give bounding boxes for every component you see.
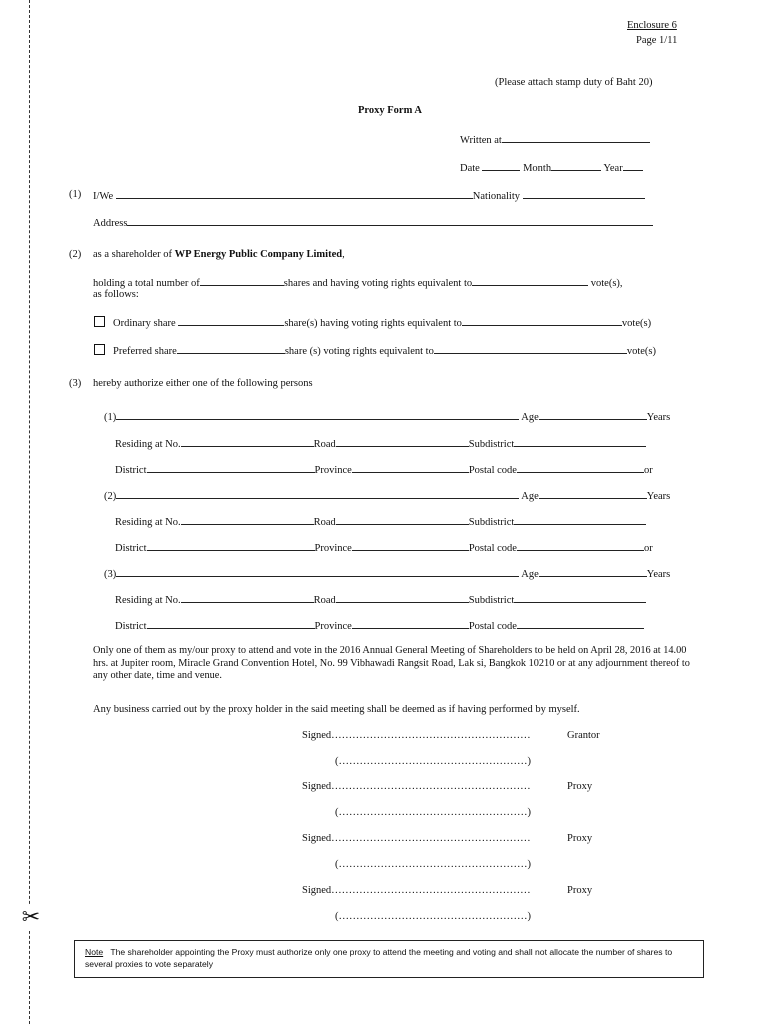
subdistrict-label: Subdistrict [468,595,515,606]
person-2-subdistrict-field[interactable] [514,515,646,525]
years-label: Years [646,412,671,423]
person-3-postal-field[interactable] [517,619,644,629]
signature-1-line[interactable]: Signed………………………………………………… [302,730,531,741]
shareholder-prefix: as a shareholder of [93,249,173,260]
or-label: or [643,465,653,476]
enclosure-label: Enclosure 6 [627,20,677,31]
person-2-road-field[interactable] [336,515,469,525]
person-2-name-row [104,489,670,502]
road-label: Road [313,517,336,528]
shareholder-suffix: , [342,249,345,260]
person-3-age-field[interactable] [539,567,647,577]
person-3-name-field[interactable] [116,567,519,577]
person-1-name-field[interactable] [116,410,519,420]
person-2-number: (2) [104,491,117,502]
age-label: Age [521,491,539,502]
person-3-road-field[interactable] [336,593,469,603]
person-2-house-no-field[interactable] [181,515,314,525]
preferred-mid-label: share (s) voting rights equivalent to [284,346,434,357]
year-label: Year [603,163,623,174]
signature-1-name[interactable]: (………………………………………………) [335,756,531,767]
province-label: Province [314,465,352,476]
ordinary-label: Ordinary share [113,318,176,329]
votes-label: vote(s), [590,278,623,289]
name-field[interactable] [116,189,473,199]
person-1-residence-row [115,437,646,450]
province-label: Province [314,621,352,632]
iwe-row [93,189,645,202]
ordinary-mid-label: share(s) having voting rights equivalent to [284,318,462,329]
nationality-field[interactable] [523,189,645,199]
written-at-label: Written at [460,135,502,146]
iwe-label: I/We [93,191,114,202]
person-1-road-field[interactable] [336,437,469,447]
years-label: Years [646,569,671,580]
postal-label: Postal code [468,621,517,632]
signature-4-name[interactable]: (………………………………………………) [335,911,531,922]
page-number: Page 1/11 [636,35,678,46]
written-at-field[interactable] [502,133,650,143]
or-label: or [643,543,653,554]
section3-number: (3) [69,378,82,389]
month-field[interactable] [551,161,601,171]
holding-label: holding a total number of [93,278,200,289]
person-1-postal-field[interactable] [517,463,644,473]
signature-4-line[interactable]: Signed………………………………………………… [302,885,531,896]
total-votes-field[interactable] [472,276,588,286]
person-2-name-field[interactable] [116,489,519,499]
district-label: District [115,543,147,554]
person-3-residence-row [115,593,646,606]
district-label: District [115,621,147,632]
person-2-residence-row [115,515,646,528]
business-paragraph: Any business carried out by the proxy holder in the said meeting shall be deemed as if having performed by myself. [93,704,580,715]
written-at-row [460,133,650,146]
date-field[interactable] [482,161,520,171]
address-field[interactable] [127,216,653,226]
person-3-district-field[interactable] [147,619,315,629]
total-shares-field[interactable] [200,276,284,286]
person-1-name-row [104,410,670,423]
date-label: Date [460,163,480,174]
preferred-label: Preferred share [113,346,177,357]
ordinary-votes-field[interactable] [462,316,622,326]
page-title: Proxy Form A [358,105,422,116]
person-3-house-no-field[interactable] [181,593,314,603]
province-label: Province [314,543,352,554]
date-row [460,161,643,174]
note-box [74,940,704,978]
signature-2-role: Proxy [567,781,593,792]
address-label: Address [93,218,128,229]
road-label: Road [313,439,336,450]
person-3-district-row [115,619,644,632]
ordinary-vote-label: vote(s) [621,318,652,329]
age-label: Age [521,569,539,580]
postal-label: Postal code [468,543,517,554]
note-text: The shareholder appointing the Proxy must authorize only one proxy to attend the meeting and voting and shall not allocate the number of shares to several proxies to vote separately [85,947,673,969]
preferred-vote-label: vote(s) [626,346,657,357]
person-2-province-field[interactable] [352,541,469,551]
note-label: Note [85,947,104,957]
scissors-icon: ✂ [21,905,41,930]
person-3-name-row [104,567,670,580]
preferred-shares-field[interactable] [177,344,285,354]
person-1-house-no-field[interactable] [181,437,314,447]
age-label: Age [521,412,539,423]
signature-3-line[interactable]: Signed………………………………………………… [302,833,531,844]
residing-label: Residing at No. [115,517,181,528]
ordinary-shares-field[interactable] [178,316,284,326]
preferred-votes-field[interactable] [434,344,627,354]
shares-and-label: shares and having voting rights equivalent to [283,278,473,289]
person-3-province-field[interactable] [352,619,469,629]
nationality-label: Nationality [472,191,521,202]
person-1-age-field[interactable] [539,410,647,420]
year-field[interactable] [623,161,643,171]
person-3-subdistrict-field[interactable] [514,593,646,603]
person-1-number: (1) [104,412,117,423]
subdistrict-label: Subdistrict [468,517,515,528]
person-2-district-row [115,541,653,554]
shareholder-line [93,249,345,260]
signature-3-role: Proxy [567,833,593,844]
preferred-share-checkbox[interactable] [94,344,105,355]
road-label: Road [313,595,336,606]
residing-label: Residing at No. [115,439,181,450]
preferred-share-row [94,344,656,357]
person-1-district-row [115,463,653,476]
postal-label: Postal code [468,465,517,476]
ordinary-share-row [94,316,651,329]
signature-4-role: Proxy [567,885,593,896]
meeting-paragraph: Only one of them as my/our proxy to attend and vote in the 2016 Annual General Meeting of Shareholders to be held on April 28, 2016 at 14.00 hrs. at Jupiter room, Miracle Grand Convention Hotel, No. 99 Vibhawadi Rangsit Road, Lak si, Bangkok 10210 or at any adjournment thereof to any other date, time and venue. [93,645,690,681]
district-label: District [115,465,147,476]
authorize-text: hereby authorize either one of the following persons [93,378,313,389]
person-1-district-field[interactable] [147,463,315,473]
signature-2-name[interactable]: (………………………………………………) [335,807,531,818]
holding-row [93,276,623,289]
cut-line [29,0,30,1024]
company-name: WP Energy Public Company Limited [174,249,343,260]
person-2-postal-field[interactable] [517,541,644,551]
subdistrict-label: Subdistrict [468,439,515,450]
person-2-age-field[interactable] [539,489,647,499]
section2-number: (2) [69,249,82,260]
section1-number: (1) [69,189,82,200]
residing-label: Residing at No. [115,595,181,606]
as-follows: as follows: [93,289,139,300]
ordinary-share-checkbox[interactable] [94,316,105,327]
signature-2-line[interactable]: Signed………………………………………………… [302,781,531,792]
person-2-district-field[interactable] [147,541,315,551]
signature-1-role: Grantor [567,730,600,741]
month-label: Month [523,163,552,174]
years-label: Years [646,491,671,502]
stamp-note: (Please attach stamp duty of Baht 20) [495,77,653,88]
address-row [93,216,653,229]
signature-3-name[interactable]: (………………………………………………) [335,859,531,870]
person-1-province-field[interactable] [352,463,469,473]
person-3-number: (3) [104,569,117,580]
person-1-subdistrict-field[interactable] [514,437,646,447]
